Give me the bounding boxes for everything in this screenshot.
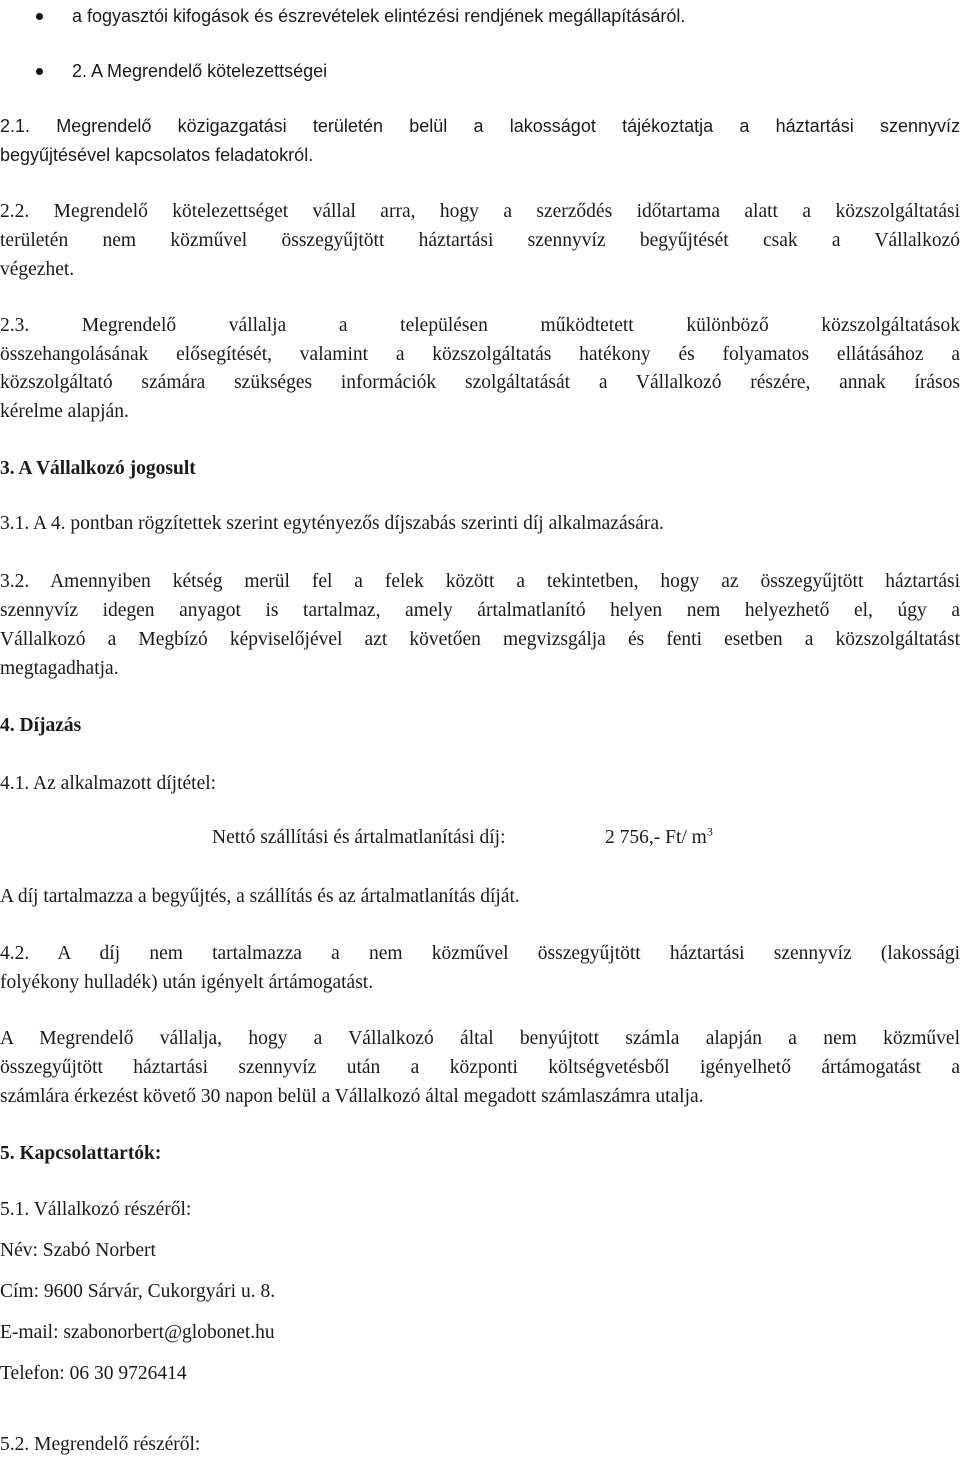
fee-unit-exponent: 3	[706, 824, 713, 839]
contact-address: Cím: 9600 Sárvár, Cukorgyári u. 8.	[0, 1281, 276, 1302]
paragraph-2-2-line-3: végezhet.	[0, 259, 75, 280]
paragraph-2-2-line-2: területén nem közművel összegyűjtött háztartási szennyvíz begyűjtését csak a Vállalkozó	[0, 230, 960, 251]
paragraph-4-1-note: A díj tartalmazza a begyűjtés, a szállítás és az ártalmatlanítás díját.	[0, 886, 520, 907]
fee-amount: 2 756,- Ft/ m	[605, 827, 707, 848]
fee-value	[605, 826, 713, 850]
section-4-heading: 4. Díjazás	[0, 715, 82, 736]
contact-email: E-mail: szabonorbert@globonet.hu	[0, 1322, 275, 1343]
section-5-heading: 5. Kapcsolattartók:	[0, 1143, 162, 1164]
paragraph-2-3-line-2: összehangolásának elősegítését, valamint a közszolgáltatás hatékony és folyamatos ellátásához a	[0, 344, 960, 365]
bullet-item-2: 2. A Megrendelő kötelezettségei	[72, 61, 328, 81]
paragraph-2-3-line-3: közszolgáltató számára szükséges információk szolgáltatását a Vállalkozó részére, annak írásos	[0, 372, 960, 393]
fee-row	[0, 826, 960, 856]
client-contact-subheading: 5.2. Megrendelő részéről:	[0, 1434, 201, 1455]
paragraph-2-2-line-1: 2.2. Megrendelő kötelezettséget vállal arra, hogy a szerződés időtartama alatt a közszolgáltatási	[0, 201, 960, 222]
paragraph-2-1-line-2: begyűjtésével kapcsolatos feladatokról.	[0, 145, 314, 165]
bullet-item-1: a fogyasztói kifogások és észrevételek elintézési rendjének megállapításáról.	[72, 6, 686, 26]
paragraph-4-3-line-2: összegyűjtött háztartási szennyvíz után a központi költségvetésből igényelhető ártámogatást a	[0, 1057, 960, 1078]
paragraph-3-2-line-3: Vállalkozó a Megbízó képviselőjével azt követően megvizsgálja és fenti esetben a közszolgáltatást	[0, 629, 960, 650]
paragraph-4-2-line-2: folyékony hulladék) után igényelt ártámogatást.	[0, 972, 374, 993]
paragraph-4-1: 4.1. Az alkalmazott díjtétel:	[0, 773, 217, 794]
paragraph-3-1: 3.1. A 4. pontban rögzítettek szerint egytényezős díjszabás szerinti díj alkalmazására.	[0, 513, 664, 534]
paragraph-2-3-line-1: 2.3. Megrendelő vállalja a településen működtetett különböző közszolgáltatások	[0, 315, 960, 336]
contractor-contact-subheading: 5.1. Vállalkozó részéről:	[0, 1199, 192, 1220]
paragraph-3-2-line-1: 3.2. Amennyiben kétség merül fel a felek között a tekintetben, hogy az összegyűjtött háztartási	[0, 571, 960, 592]
paragraph-4-3-line-3: számlára érkezést követő 30 napon belül a Vállalkozó által megadott számlaszámra utalja.	[0, 1086, 704, 1107]
paragraph-2-1-line-1: 2.1. Megrendelő közigazgatási területén belül a lakosságot tájékoztatja a háztartási szennyvíz	[0, 116, 960, 136]
fee-label: Nettó szállítási és ártalmatlanítási díj:	[212, 827, 506, 848]
bullet-dot	[36, 68, 43, 75]
contact-phone: Telefon: 06 30 9726414	[0, 1363, 187, 1384]
paragraph-4-3-line-1: A Megrendelő vállalja, hogy a Vállalkozó által benyújtott számla alapján a nem közművel	[0, 1028, 960, 1049]
paragraph-2-3-line-4: kérelme alapján.	[0, 401, 129, 422]
paragraph-3-2-line-4: megtagadhatja.	[0, 658, 119, 679]
contact-name: Név: Szabó Norbert	[0, 1240, 156, 1261]
paragraph-4-2-line-1: 4.2. A díj nem tartalmazza a nem közművel összegyűjtött háztartási szennyvíz (lakossági	[0, 943, 960, 964]
paragraph-3-2-line-2: szennyvíz idegen anyagot is tartalmaz, amely ártalmatlanító helyen nem helyezhető el, úgy a	[0, 600, 960, 621]
section-3-heading: 3. A Vállalkozó jogosult	[0, 458, 196, 479]
bullet-dot	[36, 13, 43, 20]
